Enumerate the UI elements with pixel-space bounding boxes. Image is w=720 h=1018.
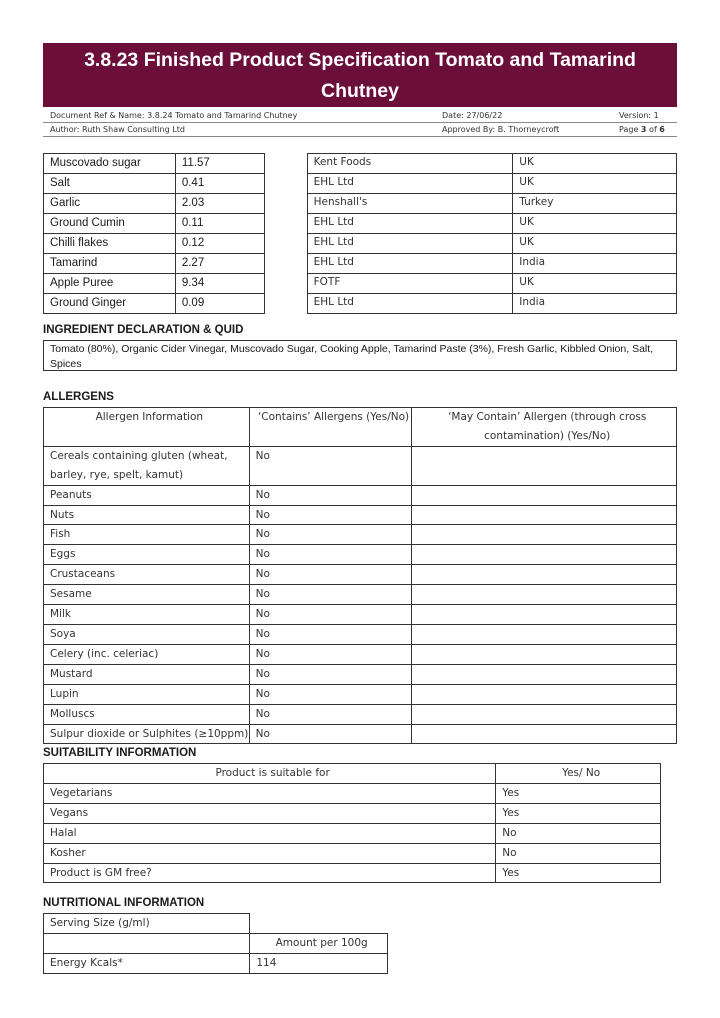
amount-per-header: Amount per 100g [250,933,388,953]
suitability-row [44,843,661,863]
ingredient-amount: 0.12 [175,234,264,254]
allergen-may-contain [412,565,677,585]
allergen-row [44,644,677,664]
allergen-name: Molluscs [44,704,250,724]
allergen-contains: No [249,624,412,644]
allergen-may-contain [412,624,677,644]
allergen-contains: No [249,565,412,585]
allergen-contains: No [249,485,412,505]
allergen-contains: No [249,644,412,664]
allergen-may-contain [412,585,677,605]
serving-size-value [250,914,388,934]
ingredient-row [44,274,677,294]
ingredient-row [44,154,677,174]
suitability-row [44,863,661,883]
allergen-row [44,545,677,565]
doc-date: Date: 27/06/22 [442,111,503,120]
suitability-name: Vegetarians [44,783,496,803]
product-suitable-header: Product is suitable for [44,764,496,784]
allergen-name: Crustaceans [44,565,250,585]
allergen-row [44,704,677,724]
declaration-heading: INGREDIENT DECLARATION & QUID [43,324,244,336]
suitability-row [44,803,661,823]
ingredient-row [44,194,677,214]
allergen-may-contain [412,525,677,545]
ingredient-supplier: EHL Ltd [307,254,513,274]
allergens-table [43,407,677,744]
suitability-value: Yes [496,863,661,883]
allergen-contains: No [249,446,412,485]
allergen-contains: No [249,525,412,545]
ingredient-amount: 11.57 [175,154,264,174]
ingredient-gap [264,154,307,174]
allergen-name: Milk [44,605,250,625]
ingredient-gap [264,174,307,194]
ingredient-gap [264,254,307,274]
ingredients-table [43,153,677,314]
ingredient-origin: India [513,294,677,314]
may-contain-header: ‘May Contain’ Allergen (through cross contamination) (Yes/No) [412,408,677,447]
doc-approved-by: Approved By: B. Thorneycroft [442,125,560,134]
allergens-heading: ALLERGENS [43,391,114,403]
energy-label: Energy Kcals* [44,953,250,973]
suitability-name: Halal [44,823,496,843]
allergen-contains: No [249,664,412,684]
serving-size-label: Serving Size (g/ml) [44,914,250,934]
allergen-name: Celery (inc. celeriac) [44,644,250,664]
allergen-contains: No [249,585,412,605]
ingredient-row [44,234,677,254]
doc-ref: Document Ref & Name: 3.8.24 Tomato and Tamarind Chutney [50,111,298,120]
suitability-value: No [496,823,661,843]
energy-row [44,953,388,973]
allergen-may-contain [412,644,677,664]
ingredient-name: Chilli flakes [44,234,176,254]
ingredient-row [44,214,677,234]
doc-version: Version: 1 [619,111,659,120]
suitability-name: Vegans [44,803,496,823]
allergen-may-contain [412,684,677,704]
allergen-may-contain [412,664,677,684]
suitability-row [44,783,661,803]
allergen-may-contain [412,446,677,485]
ingredient-gap [264,274,307,294]
page-prefix: Page [619,125,641,134]
ingredient-row [44,174,677,194]
allergen-may-contain [412,545,677,565]
ingredient-name: Ground Cumin [44,214,176,234]
allergen-may-contain [412,485,677,505]
allergen-row [44,684,677,704]
header-divider [43,122,677,123]
ingredient-origin: UK [513,234,677,254]
ingredient-gap [264,194,307,214]
allergen-name: Soya [44,624,250,644]
page-total: 6 [659,125,665,134]
declaration-box [43,340,677,371]
ingredient-origin: Turkey [513,194,677,214]
ingredient-origin: UK [513,274,677,294]
suitability-name: Kosher [44,843,496,863]
ingredient-origin: India [513,254,677,274]
suitability-value: Yes [496,783,661,803]
suitability-value: Yes [496,803,661,823]
ingredient-row [44,254,677,274]
document-title-banner [43,43,677,107]
allergen-name: Fish [44,525,250,545]
ingredient-amount: 2.03 [175,194,264,214]
amount-per-row [44,933,388,953]
allergen-contains: No [249,605,412,625]
ingredient-supplier: EHL Ltd [307,174,513,194]
ingredient-gap [264,294,307,314]
contains-header: ‘Contains’ Allergens (Yes/No) [249,408,412,447]
allergen-row [44,724,677,744]
yes-no-header: Yes/ No [496,764,661,784]
ingredient-amount: 0.09 [175,294,264,314]
ingredient-supplier: EHL Ltd [307,294,513,314]
allergen-may-contain [412,505,677,525]
ingredient-name: Ground Ginger [44,294,176,314]
suitability-row [44,823,661,843]
ingredient-name: Apple Puree [44,274,176,294]
ingredient-row [44,294,677,314]
header-divider-bottom [43,136,677,137]
allergen-may-contain [412,704,677,724]
ingredient-supplier: FOTF [307,274,513,294]
declaration-text: Tomato (80%), Organic Cider Vinegar, Muscovado Sugar, Cooking Apple, Tamarind Paste (3%), Fresh Garlic, Kibbled Onion, Salt, Spices [50,343,654,370]
allergen-contains: No [249,505,412,525]
allergen-contains: No [249,545,412,565]
page-current: 3 [640,125,647,134]
ingredient-amount: 0.41 [175,174,264,194]
allergen-name: Mustard [44,664,250,684]
ingredient-name: Tamarind [44,254,176,274]
ingredient-supplier: Kent Foods [307,154,513,174]
ingredient-amount: 0.11 [175,214,264,234]
suitability-heading: SUITABILITY INFORMATION [43,747,197,759]
suitability-table [43,763,661,883]
ingredient-supplier: EHL Ltd [307,214,513,234]
ingredient-gap [264,234,307,254]
allergen-name: Sulpur dioxide or Sulphites (≥10ppm) [44,724,250,744]
allergen-row [44,525,677,545]
suitability-name: Product is GM free? [44,863,496,883]
allergen-row [44,624,677,644]
ingredient-name: Garlic [44,194,176,214]
allergen-contains: No [249,704,412,724]
ingredient-name: Muscovado sugar [44,154,176,174]
allergen-row [44,565,677,585]
allergen-contains: No [249,684,412,704]
ingredient-amount: 2.27 [175,254,264,274]
allergen-may-contain [412,724,677,744]
allergens-header-row [44,408,677,447]
ingredient-origin: UK [513,214,677,234]
ingredient-gap [264,214,307,234]
serving-size-row [44,914,388,934]
allergen-row [44,505,677,525]
suitability-value: No [496,843,661,863]
page-of: of [646,125,660,134]
nutrition-table [43,913,388,974]
allergen-may-contain [412,605,677,625]
suitability-header-row [44,764,661,784]
ingredient-supplier: EHL Ltd [307,234,513,254]
allergen-name: Cereals containing gluten (wheat, barley, rye, spelt, kamut) [44,446,250,485]
allergen-name: Nuts [44,505,250,525]
allergen-row [44,446,677,485]
ingredient-supplier: Henshall's [307,194,513,214]
page-number [619,125,665,134]
ingredient-origin: UK [513,154,677,174]
allergen-row [44,485,677,505]
ingredient-name: Salt [44,174,176,194]
allergen-row [44,585,677,605]
allergen-row [44,664,677,684]
amount-per-blank [44,933,250,953]
doc-author: Author: Ruth Shaw Consulting Ltd [50,125,185,134]
ingredient-amount: 9.34 [175,274,264,294]
document-title: 3.8.23 Finished Product Specification Tomato and Tamarind Chutney [84,49,636,102]
allergen-info-header: Allergen Information [44,408,250,447]
allergen-name: Eggs [44,545,250,565]
allergen-name: Sesame [44,585,250,605]
allergen-contains: No [249,724,412,744]
allergen-name: Peanuts [44,485,250,505]
allergen-row [44,605,677,625]
ingredient-origin: UK [513,174,677,194]
nutrition-heading: NUTRITIONAL INFORMATION [43,897,205,909]
energy-value: 114 [250,953,388,973]
allergen-name: Lupin [44,684,250,704]
